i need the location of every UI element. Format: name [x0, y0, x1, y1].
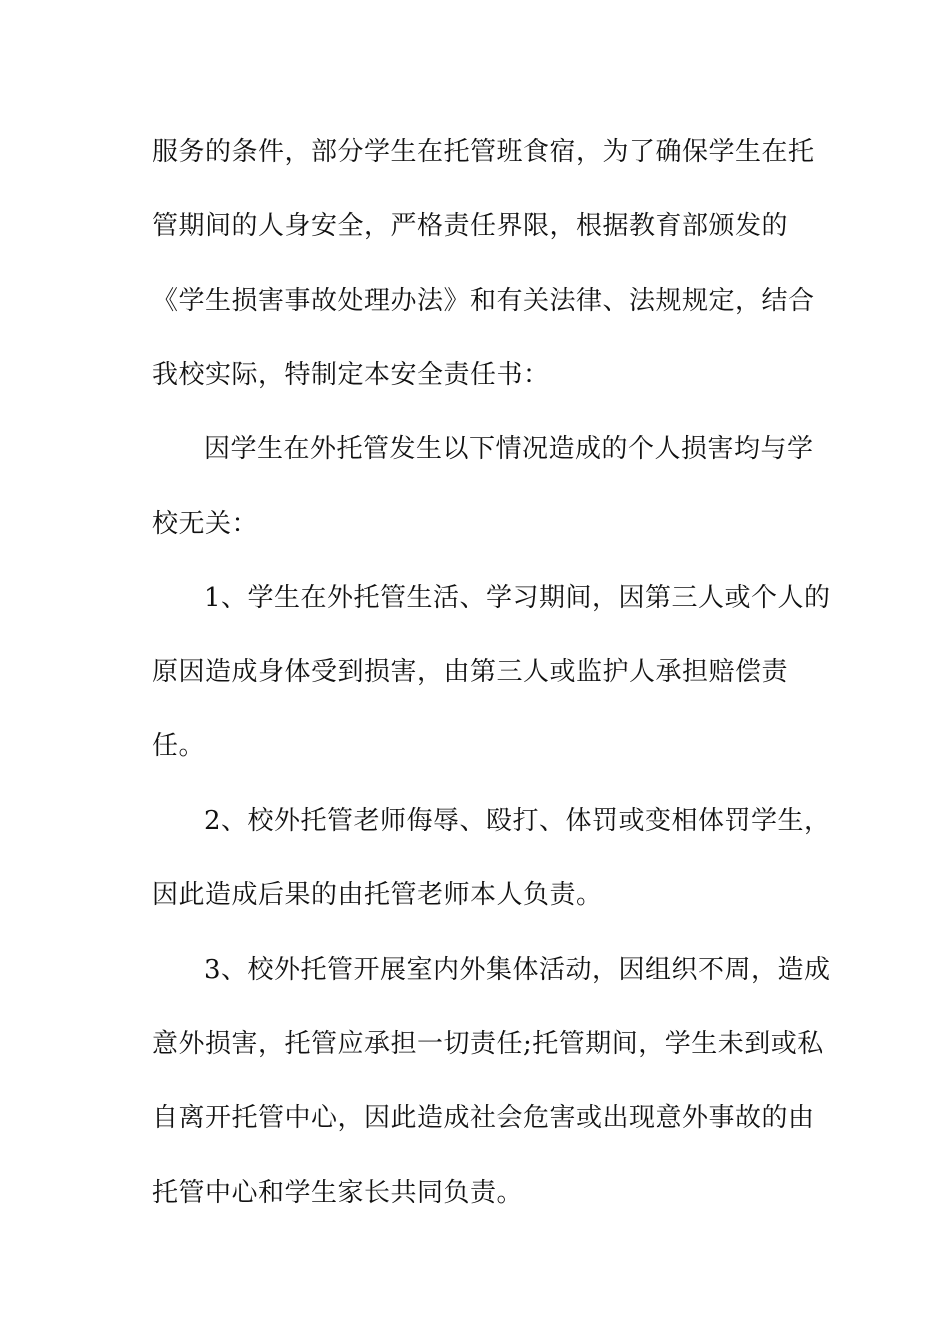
text-line: 服务的条件，部分学生在托管班食宿，为了确保学生在托 — [152, 137, 815, 167]
list-item-3-first-line: 3、校外托管开展室内外集体活动，因组织不周，造成 — [204, 955, 831, 985]
text-line: 意外损害，托管应承担一切责任;托管期间，学生未到或私 — [152, 1029, 824, 1059]
text-line: 《学生损害事故处理办法》和有关法律、法规规定，结合 — [152, 286, 815, 316]
text-line: 自离开托管中心，因此造成社会危害或出现意外事故的由 — [152, 1103, 815, 1133]
text-line: 因此造成后果的由托管老师本人负责。 — [152, 880, 603, 910]
list-item-1-first-line: 1、学生在外托管生活、学习期间，因第三人或个人的 — [204, 583, 831, 613]
text-line: 校无关： — [152, 509, 259, 539]
text-line: 托管中心和学生家长共同负责。 — [152, 1178, 524, 1208]
text-line: 原因造成身体受到损害，由第三人或监护人承担赔偿责 — [152, 657, 789, 687]
text-line: 我校实际，特制定本安全责任书： — [152, 360, 550, 390]
paragraph-first-line: 因学生在外托管发生以下情况造成的个人损害均与学 — [204, 434, 814, 464]
list-item-2-first-line: 2、校外托管老师侮辱、殴打、体罚或变相体罚学生， — [204, 806, 831, 836]
text-line: 任。 — [152, 731, 206, 761]
text-line: 管期间的人身安全，严格责任界限，根据教育部颁发的 — [152, 211, 789, 241]
